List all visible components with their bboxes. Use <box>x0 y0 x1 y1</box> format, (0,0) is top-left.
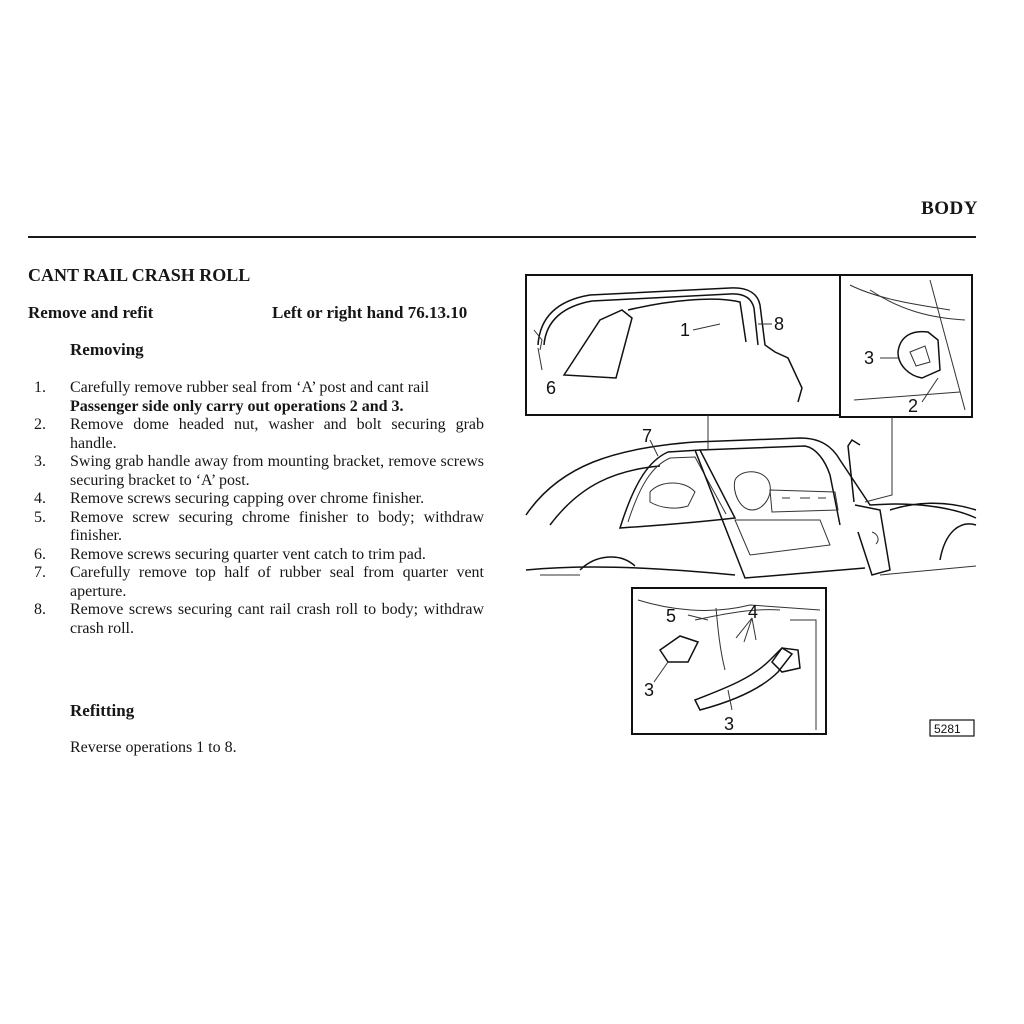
car-body-drawing <box>526 438 976 578</box>
step-text: Remove screws securing capping over chrome finisher. <box>70 490 425 507</box>
step-number: 3. <box>34 453 46 470</box>
step-text: Carefully remove rubber seal from ‘A’ post and cant rail <box>70 379 430 396</box>
procedure-title: CANT RAIL CRASH ROLL <box>28 265 251 285</box>
callout-3: 3 <box>864 348 875 368</box>
step-number: 2. <box>34 416 46 433</box>
header-rule <box>28 236 976 238</box>
step-item <box>34 416 484 453</box>
passenger-note: Passenger side only carry out operations 2 and 3. <box>70 397 404 415</box>
car-interior-illustration <box>520 270 980 740</box>
section-title: BODY <box>921 198 978 219</box>
connector-line <box>865 417 892 502</box>
operation-code: Left or right hand 76.13.10 <box>272 303 468 322</box>
step-item <box>34 490 484 509</box>
refitting-text: Reverse operations 1 to 8. <box>70 739 237 756</box>
callout-3: 3 <box>724 714 735 734</box>
callout-6: 6 <box>546 378 557 398</box>
removing-heading: Removing <box>70 340 144 359</box>
step-number: 6. <box>34 545 46 563</box>
callout-4: 4 <box>748 602 759 622</box>
step-text: Remove screws securing quarter vent catch to trim pad. <box>70 545 426 563</box>
callout-1: 1 <box>680 320 691 340</box>
step-number: 7. <box>34 564 46 581</box>
step-number: 5. <box>34 508 46 526</box>
step-text: Swing grab handle away from mounting bracket, remove screws securing bracket to ‘A’ post. <box>70 453 484 489</box>
step-text: Carefully remove top half of rubber seal from quarter vent aperture. <box>70 564 484 600</box>
step-text: Remove dome headed nut, washer and bolt securing grab handle. <box>70 416 484 452</box>
figure-number: 5281 <box>934 722 961 736</box>
callout-7: 7 <box>642 426 653 446</box>
step-item <box>34 379 484 398</box>
step-number: 1. <box>34 379 46 396</box>
step-item <box>34 564 484 601</box>
callout-5: 5 <box>666 606 677 626</box>
refitting-heading: Refitting <box>70 701 135 720</box>
step-number: 4. <box>34 490 46 507</box>
grab-handle-inset <box>632 588 826 734</box>
step-item <box>34 546 484 565</box>
step-text: Remove screw securing chrome finisher to body; withdraw finisher. <box>70 508 484 544</box>
removal-steps <box>34 379 484 638</box>
procedure-subtitle: Remove and refit <box>28 303 154 322</box>
step-item <box>34 453 484 490</box>
callout-8: 8 <box>774 314 785 334</box>
step-item <box>34 601 484 638</box>
callout-3: 3 <box>644 680 655 700</box>
step-text: Remove screws securing cant rail crash roll to body; withdraw crash roll. <box>70 601 484 637</box>
step-item <box>34 509 484 546</box>
step-number: 8. <box>34 601 46 618</box>
callout-2: 2 <box>908 396 919 416</box>
